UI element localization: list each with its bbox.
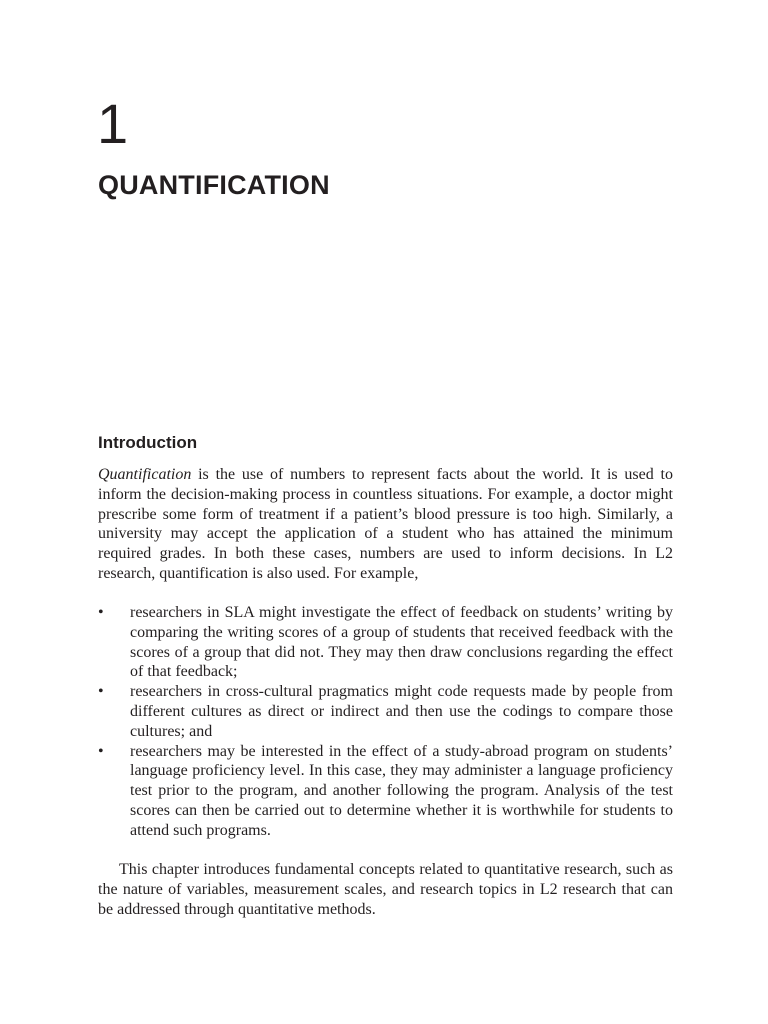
bullet-marker: • [98, 683, 104, 701]
list-item [98, 682, 673, 741]
list-item-text: researchers in cross-cultural pragmatics might code requests made by people from different cultures as direct or indirect and then use the codings to compare those cultures; and [130, 683, 673, 740]
section-heading: Introduction [98, 433, 198, 452]
closing-paragraph: This chapter introduces fundamental concepts related to quantitative research, such as the nature of variables, measurement scales, and research topics in L2 research that can be addressed through quantitative methods. [98, 861, 673, 918]
list-item [98, 742, 673, 841]
intro-term: Quantification [98, 466, 192, 483]
bullet-list [98, 603, 673, 841]
bullet-marker: • [98, 604, 104, 621]
bullet-marker: • [98, 742, 104, 760]
chapter-title: QUANTIFICATION [98, 170, 330, 200]
intro-paragraph [98, 465, 673, 584]
intro-text: is the use of numbers to represent facts about the world. It is used to inform the decision-making process in countless situations. For example, a doctor might prescribe some form of treatment if a patient’s blood pressure is too high. Similarly, a university may accept the application of a student who has attained the minimum required grades. In both these cases, numbers are used to inform decisions. In L2 research, quantification is also used. For example, [98, 466, 673, 582]
list-item-text: researchers may be interested in the effect of a study-abroad program on students’ language proficiency level. In this case, they may administer a language proficiency test prior to the program, and another following the program. Analysis of the test scores can then be carried out to determine whether it is worthwhile for students to attend such programs. [130, 742, 673, 839]
list-item [98, 603, 673, 682]
chapter-number: 1 [97, 92, 129, 155]
list-item-text: researchers in SLA might investigate the effect of feedback on students’ writing by comparing the writing scores of a group of students that received feedback with the scores of a group that did not. They may then draw conclusions regarding the effect of that feedback; [130, 604, 673, 681]
